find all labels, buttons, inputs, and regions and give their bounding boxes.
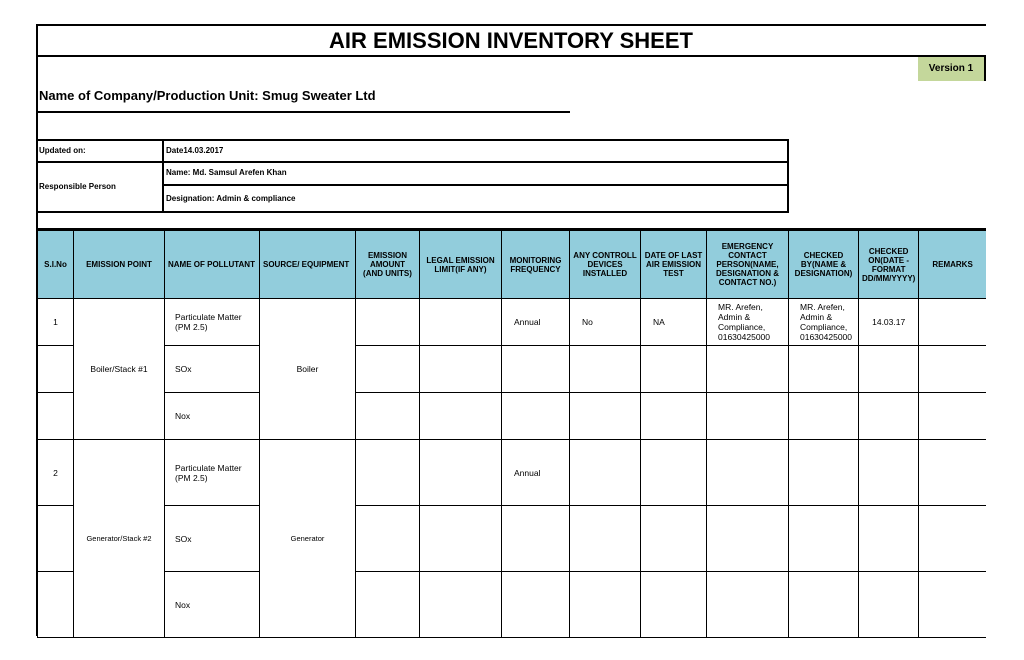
emission-amount-cell[interactable] — [356, 346, 420, 393]
table-row — [38, 506, 986, 572]
info-line — [162, 184, 789, 186]
checked-by-cell[interactable] — [789, 506, 859, 572]
legal-limit-cell[interactable] — [420, 572, 502, 638]
frequency-cell[interactable] — [502, 393, 570, 440]
col-header-checked-by: CHECKED BY(NAME & DESIGNATION) — [789, 230, 859, 299]
responsible-name: Name: Md. Samsul Arefen Khan — [166, 168, 287, 177]
remarks-cell[interactable] — [919, 299, 986, 346]
pollutant-cell: SOx — [165, 506, 260, 572]
source-cell: Generator — [260, 440, 356, 638]
sl-no-cell: 1 — [38, 299, 74, 346]
table-row — [38, 572, 986, 638]
col-header-emission-amount: EMISSION AMOUNT (AND UNITS) — [356, 230, 420, 299]
checked-on-cell[interactable] — [859, 572, 919, 638]
last-test-cell[interactable] — [641, 440, 707, 506]
info-line — [787, 139, 789, 213]
checked-on-cell[interactable] — [859, 346, 919, 393]
company-name: Name of Company/Production Unit: Smug Sweater Ltd — [39, 88, 376, 103]
legal-limit-cell[interactable] — [420, 506, 502, 572]
sheet-title: AIR EMISSION INVENTORY SHEET — [329, 28, 693, 53]
emission-point-cell: Generator/Stack #2 — [74, 440, 165, 638]
checked-by-cell[interactable] — [789, 393, 859, 440]
legal-limit-cell[interactable] — [420, 346, 502, 393]
info-line — [36, 161, 789, 163]
checked-on-cell: 14.03.17 — [859, 299, 919, 346]
emission-point-cell: Boiler/Stack #1 — [74, 299, 165, 440]
sl-no-cell — [38, 506, 74, 572]
frequency-cell: Annual — [502, 299, 570, 346]
frequency-cell: Annual — [502, 440, 570, 506]
remarks-cell[interactable] — [919, 572, 986, 638]
last-test-cell[interactable] — [641, 506, 707, 572]
sl-no-cell — [38, 346, 74, 393]
legal-limit-cell[interactable] — [420, 393, 502, 440]
emergency-contact-cell[interactable] — [707, 346, 789, 393]
emergency-contact-cell[interactable] — [707, 440, 789, 506]
checked-on-cell[interactable] — [859, 393, 919, 440]
control-devices-cell[interactable] — [570, 393, 641, 440]
col-header-legal-limit: LEGAL EMISSION LIMIT(IF ANY) — [420, 230, 502, 299]
col-header-emergency-contact: EMERGENCY CONTACT PERSON(NAME, DESIGNATION & CONTACT NO.) — [707, 230, 789, 299]
checked-on-cell[interactable] — [859, 440, 919, 506]
control-devices-cell: No — [570, 299, 641, 346]
legal-limit-cell[interactable] — [420, 299, 502, 346]
emission-amount-cell[interactable] — [356, 299, 420, 346]
pollutant-cell: SOx — [165, 346, 260, 393]
sl-no-cell — [38, 572, 74, 638]
last-test-cell[interactable] — [641, 346, 707, 393]
emergency-contact-cell: MR. Arefen, Admin & Compliance, 01630425000 — [707, 299, 789, 346]
updated-on-label: Updated on: — [39, 146, 86, 155]
col-header-pollutant: NAME OF POLLUTANT — [165, 230, 260, 299]
emergency-contact-cell[interactable] — [707, 572, 789, 638]
sl-no-cell: 2 — [38, 440, 74, 506]
checked-on-cell[interactable] — [859, 506, 919, 572]
emission-amount-cell[interactable] — [356, 393, 420, 440]
checked-by-cell: MR. Arefen, Admin & Compliance, 01630425000 — [789, 299, 859, 346]
info-line — [36, 139, 789, 141]
control-devices-cell[interactable] — [570, 440, 641, 506]
pollutant-cell: Particulate Matter (PM 2.5) — [165, 299, 260, 346]
last-test-cell: NA — [641, 299, 707, 346]
table-row — [38, 299, 986, 346]
control-devices-cell[interactable] — [570, 346, 641, 393]
emission-amount-cell[interactable] — [356, 572, 420, 638]
emergency-contact-cell[interactable] — [707, 393, 789, 440]
table-row — [38, 440, 986, 506]
col-header-monitoring-frequency: MONITORING FREQUENCY — [502, 230, 570, 299]
table-row — [38, 346, 986, 393]
emission-amount-cell[interactable] — [356, 440, 420, 506]
remarks-cell[interactable] — [919, 440, 986, 506]
last-test-cell[interactable] — [641, 393, 707, 440]
remarks-cell[interactable] — [919, 346, 986, 393]
frame-top-line — [36, 24, 986, 26]
control-devices-cell[interactable] — [570, 572, 641, 638]
pollutant-cell: Nox — [165, 393, 260, 440]
company-underline — [36, 111, 570, 113]
col-header-emission-point: EMISSION POINT — [74, 230, 165, 299]
pollutant-cell: Particulate Matter (PM 2.5) — [165, 440, 260, 506]
version-badge: Version 1 — [918, 57, 986, 81]
emergency-contact-cell[interactable] — [707, 506, 789, 572]
col-header-sl-no: S.I.No — [38, 230, 74, 299]
header-row — [38, 230, 986, 299]
frequency-cell[interactable] — [502, 346, 570, 393]
sl-no-cell — [38, 393, 74, 440]
remarks-cell[interactable] — [919, 393, 986, 440]
updated-on-value: Date14.03.2017 — [166, 146, 224, 155]
last-test-cell[interactable] — [641, 572, 707, 638]
col-header-remarks: REMARKS — [919, 230, 986, 299]
col-header-source: SOURCE/ EQUIPMENT — [260, 230, 356, 299]
emission-inventory-table — [37, 228, 986, 638]
col-header-last-test-date: DATE OF LAST AIR EMISSION TEST — [641, 230, 707, 299]
info-line — [36, 211, 789, 213]
pollutant-cell: Nox — [165, 572, 260, 638]
frequency-cell[interactable] — [502, 572, 570, 638]
control-devices-cell[interactable] — [570, 506, 641, 572]
info-line — [162, 139, 164, 213]
col-header-control-devices: ANY CONTROLL DEVICES INSTALLED — [570, 230, 641, 299]
checked-by-cell[interactable] — [789, 346, 859, 393]
remarks-cell[interactable] — [919, 506, 986, 572]
responsible-designation: Designation: Admin & compliance — [166, 194, 296, 203]
frequency-cell[interactable] — [502, 506, 570, 572]
col-header-checked-on: CHECKED ON(DATE - FORMAT DD/MM/YYYY) — [859, 230, 919, 299]
source-cell: Boiler — [260, 299, 356, 440]
table-row — [38, 393, 986, 440]
title-bottom-line — [36, 55, 986, 57]
emission-amount-cell[interactable] — [356, 506, 420, 572]
responsible-person-label: Responsible Person — [39, 182, 116, 191]
checked-by-cell[interactable] — [789, 440, 859, 506]
legal-limit-cell[interactable] — [420, 440, 502, 506]
checked-by-cell[interactable] — [789, 572, 859, 638]
